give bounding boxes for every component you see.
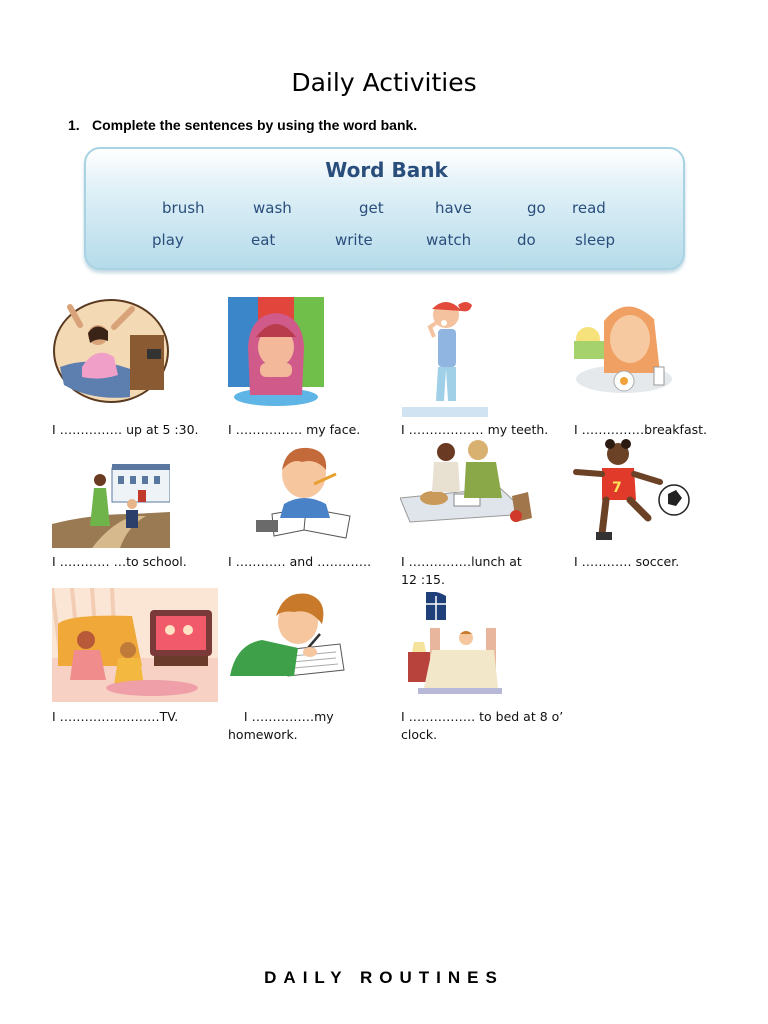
going-to-bed-illustration [402,592,510,704]
activity-sentence: I ……………lunch at 12 :15. [401,554,522,587]
page-title: Daily Activities [291,68,477,97]
instruction-number: 1. [68,117,80,133]
word-bank-box [84,147,685,270]
word-bank-word: play [152,231,184,249]
studying-illustration [254,444,358,542]
word-bank-word: wash [253,199,292,217]
word-bank-title: Word Bank [325,158,448,182]
word-bank-word: write [335,231,373,249]
activity-sentence: I ………… and …………. [228,554,372,569]
svg-text:7: 7 [612,480,622,496]
waking-up-illustration [52,297,170,405]
word-bank-word: watch [426,231,472,249]
activity-sentence: I ……………………TV. [52,709,179,724]
instruction [68,117,417,133]
eating-breakfast-illustration [574,297,674,395]
doing-homework-illustration [228,590,346,678]
page-footer: DAILY ROUTINES [264,968,504,987]
word-bank-word: have [435,199,472,217]
instruction-text: Complete the sentences by using the word bank. [92,117,418,133]
playing-soccer-illustration [572,438,690,550]
brushing-teeth-illustration [400,297,490,419]
word-bank-word: read [572,199,606,217]
watching-tv-illustration [52,588,218,702]
washing-face-illustration [228,297,324,409]
word-bank-word: go [527,199,546,217]
word-bank-word: do [517,231,536,249]
activity-sentence: I ……………. to bed at 8 o’ clock. [401,709,564,742]
activity-sentence: I ………… soccer. [574,554,680,569]
word-bank-word: get [359,199,384,217]
word-bank-word: brush [162,199,205,217]
word-bank-word: sleep [575,231,615,249]
going-to-school-illustration [52,464,170,548]
activity-sentence: I ……………my homework. [228,709,334,742]
activity-sentence: I ……………… my teeth. [401,422,549,437]
having-lunch-illustration [400,436,550,524]
word-bank-word: eat [251,231,276,249]
activity-sentence: I …………… up at 5 :30. [52,422,199,437]
activity-sentence: I ……………. my face. [228,422,361,437]
activity-sentence: I ………… …to school. [52,554,187,569]
activity-sentence: I ……………breakfast. [574,422,707,437]
